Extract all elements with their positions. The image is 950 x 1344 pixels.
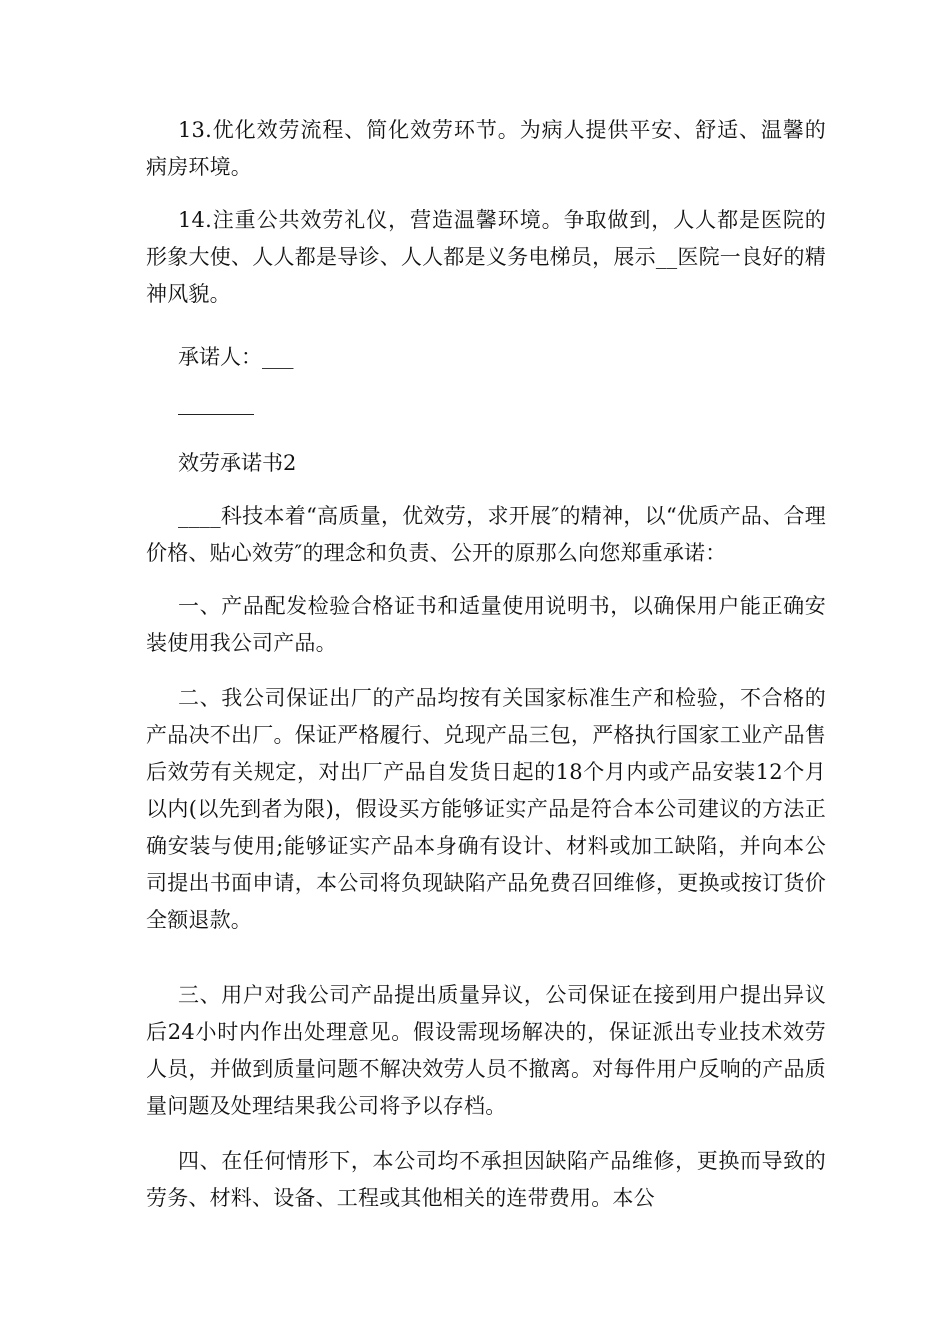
intro-paragraph: ____科技本着“高质量，优效劳，求开展″的精神，以“优质产品、合理价格、贴心效劳″的理念和负责、公开的原那么向您郑重承诺： bbox=[146, 504, 826, 565]
signatory-line: 承诺人：___ bbox=[178, 345, 294, 369]
paragraph-13: 13.优化效劳流程、简化效劳环节。为病人提供平安、舒适、温馨的病房环境。 bbox=[146, 118, 826, 179]
paragraph-14: 14.注重公共效劳礼仪，营造温馨环境。争取做到，人人都是医院的形象大使、人人都是导诊、人人都是义务电梯员，展示__医院一良好的精神风貌。 bbox=[146, 208, 826, 306]
item-two: 二、我公司保证出厂的产品均按有关国家标准生产和检验，不合格的产品决不出厂。保证严格履行、兑现产品三包，严格执行国家工业产品售后效劳有关规定，对出厂产品自发货日起的18个月内或产品安装12个月以内(以先到者为限)，假设买方能够证实产品是符合本公司建议的方法正确安装与使用;能够证实产品本身确有设计、材料或加工缺陷，并向本公司提出书面申请，本公司将负现缺陷产品免费召回维修，更换或按订货价全额退款。 bbox=[146, 686, 826, 932]
section-title: 效劳承诺书2 bbox=[178, 451, 297, 475]
separator-rule bbox=[178, 414, 254, 415]
item-four: 四、在任何情形下，本公司均不承担因缺陷产品维修，更换而导致的劳务、材料、设备、工程或其他相关的连带费用。本公 bbox=[146, 1149, 826, 1210]
item-one: 一、产品配发检验合格证书和适量使用说明书，以确保用户能正确安装使用我公司产品。 bbox=[146, 594, 826, 655]
item-three: 三、用户对我公司产品提出质量异议，公司保证在接到用户提出异议后24小时内作出处理意见。假设需现场解决的，保证派出专业技术效劳人员，并做到质量问题不解决效劳人员不撤离。对每件用户反响的产品质量问题及处理结果我公司将予以存档。 bbox=[146, 983, 826, 1118]
